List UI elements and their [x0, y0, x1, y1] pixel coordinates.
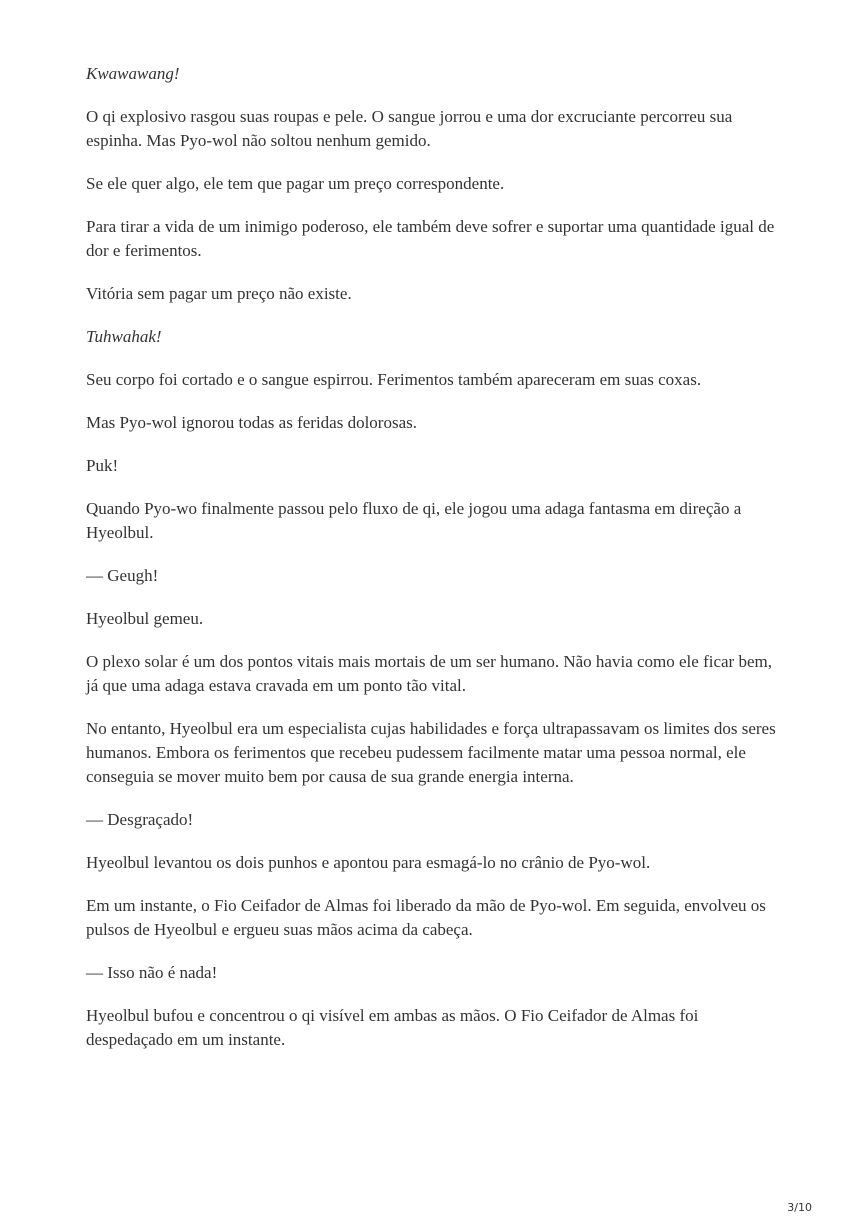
paragraph: Vitória sem pagar um preço não existe.: [86, 284, 352, 303]
paragraph: Mas Pyo-wol ignorou todas as feridas dolorosas.: [86, 413, 417, 432]
paragraph: Para tirar a vida de um inimigo poderoso, ele também deve sofrer e suportar uma quantidade igual de dor e ferimentos.: [86, 217, 775, 260]
paragraph: Puk!: [86, 456, 119, 475]
paragraph: — Geugh!: [86, 566, 159, 585]
paragraph: O qi explosivo rasgou suas roupas e pele. O sangue jorrou e uma dor excruciante percorreu sua espinha. Mas Pyo-wol não soltou nenhum gemido.: [86, 107, 733, 150]
paragraph: Em um instante, o Fio Ceifador de Almas foi liberado da mão de Pyo-wol. Em seguida, envolveu os pulsos de Hyeolbul e ergueu suas mãos acima da cabeça.: [86, 896, 766, 939]
paragraph: Tuhwahak!: [86, 327, 162, 346]
paragraph: — Isso não é nada!: [86, 963, 218, 982]
paragraph: Hyeolbul gemeu.: [86, 609, 204, 628]
paragraph: O plexo solar é um dos pontos vitais mais mortais de um ser humano. Não havia como ele ficar bem, já que uma adaga estava cravada em um ponto tão vital.: [86, 652, 772, 695]
paragraph: — Desgraçado!: [86, 810, 194, 829]
paragraph: Seu corpo foi cortado e o sangue espirrou. Ferimentos também apareceram em suas coxas.: [86, 370, 702, 389]
page-number: 3/10: [787, 1201, 812, 1214]
paragraph: Hyeolbul bufou e concentrou o qi visível em ambas as mãos. O Fio Ceifador de Almas foi despedaçado em um instante.: [86, 1006, 699, 1049]
paragraph: Se ele quer algo, ele tem que pagar um preço correspondente.: [86, 174, 505, 193]
document-body: [86, 62, 786, 1071]
paragraph: No entanto, Hyeolbul era um especialista cujas habilidades e força ultrapassavam os limites dos seres humanos. Embora os ferimentos que recebeu pudessem facilmente matar uma pessoa normal, ele conseguia se mover muito bem por causa de sua grande energia interna.: [86, 719, 776, 786]
paragraph: Quando Pyo-wo finalmente passou pelo fluxo de qi, ele jogou uma adaga fantasma em direção a Hyeolbul.: [86, 499, 742, 542]
paragraph: Hyeolbul levantou os dois punhos e apontou para esmagá-lo no crânio de Pyo-wol.: [86, 853, 651, 872]
paragraph: Kwawawang!: [86, 64, 180, 83]
